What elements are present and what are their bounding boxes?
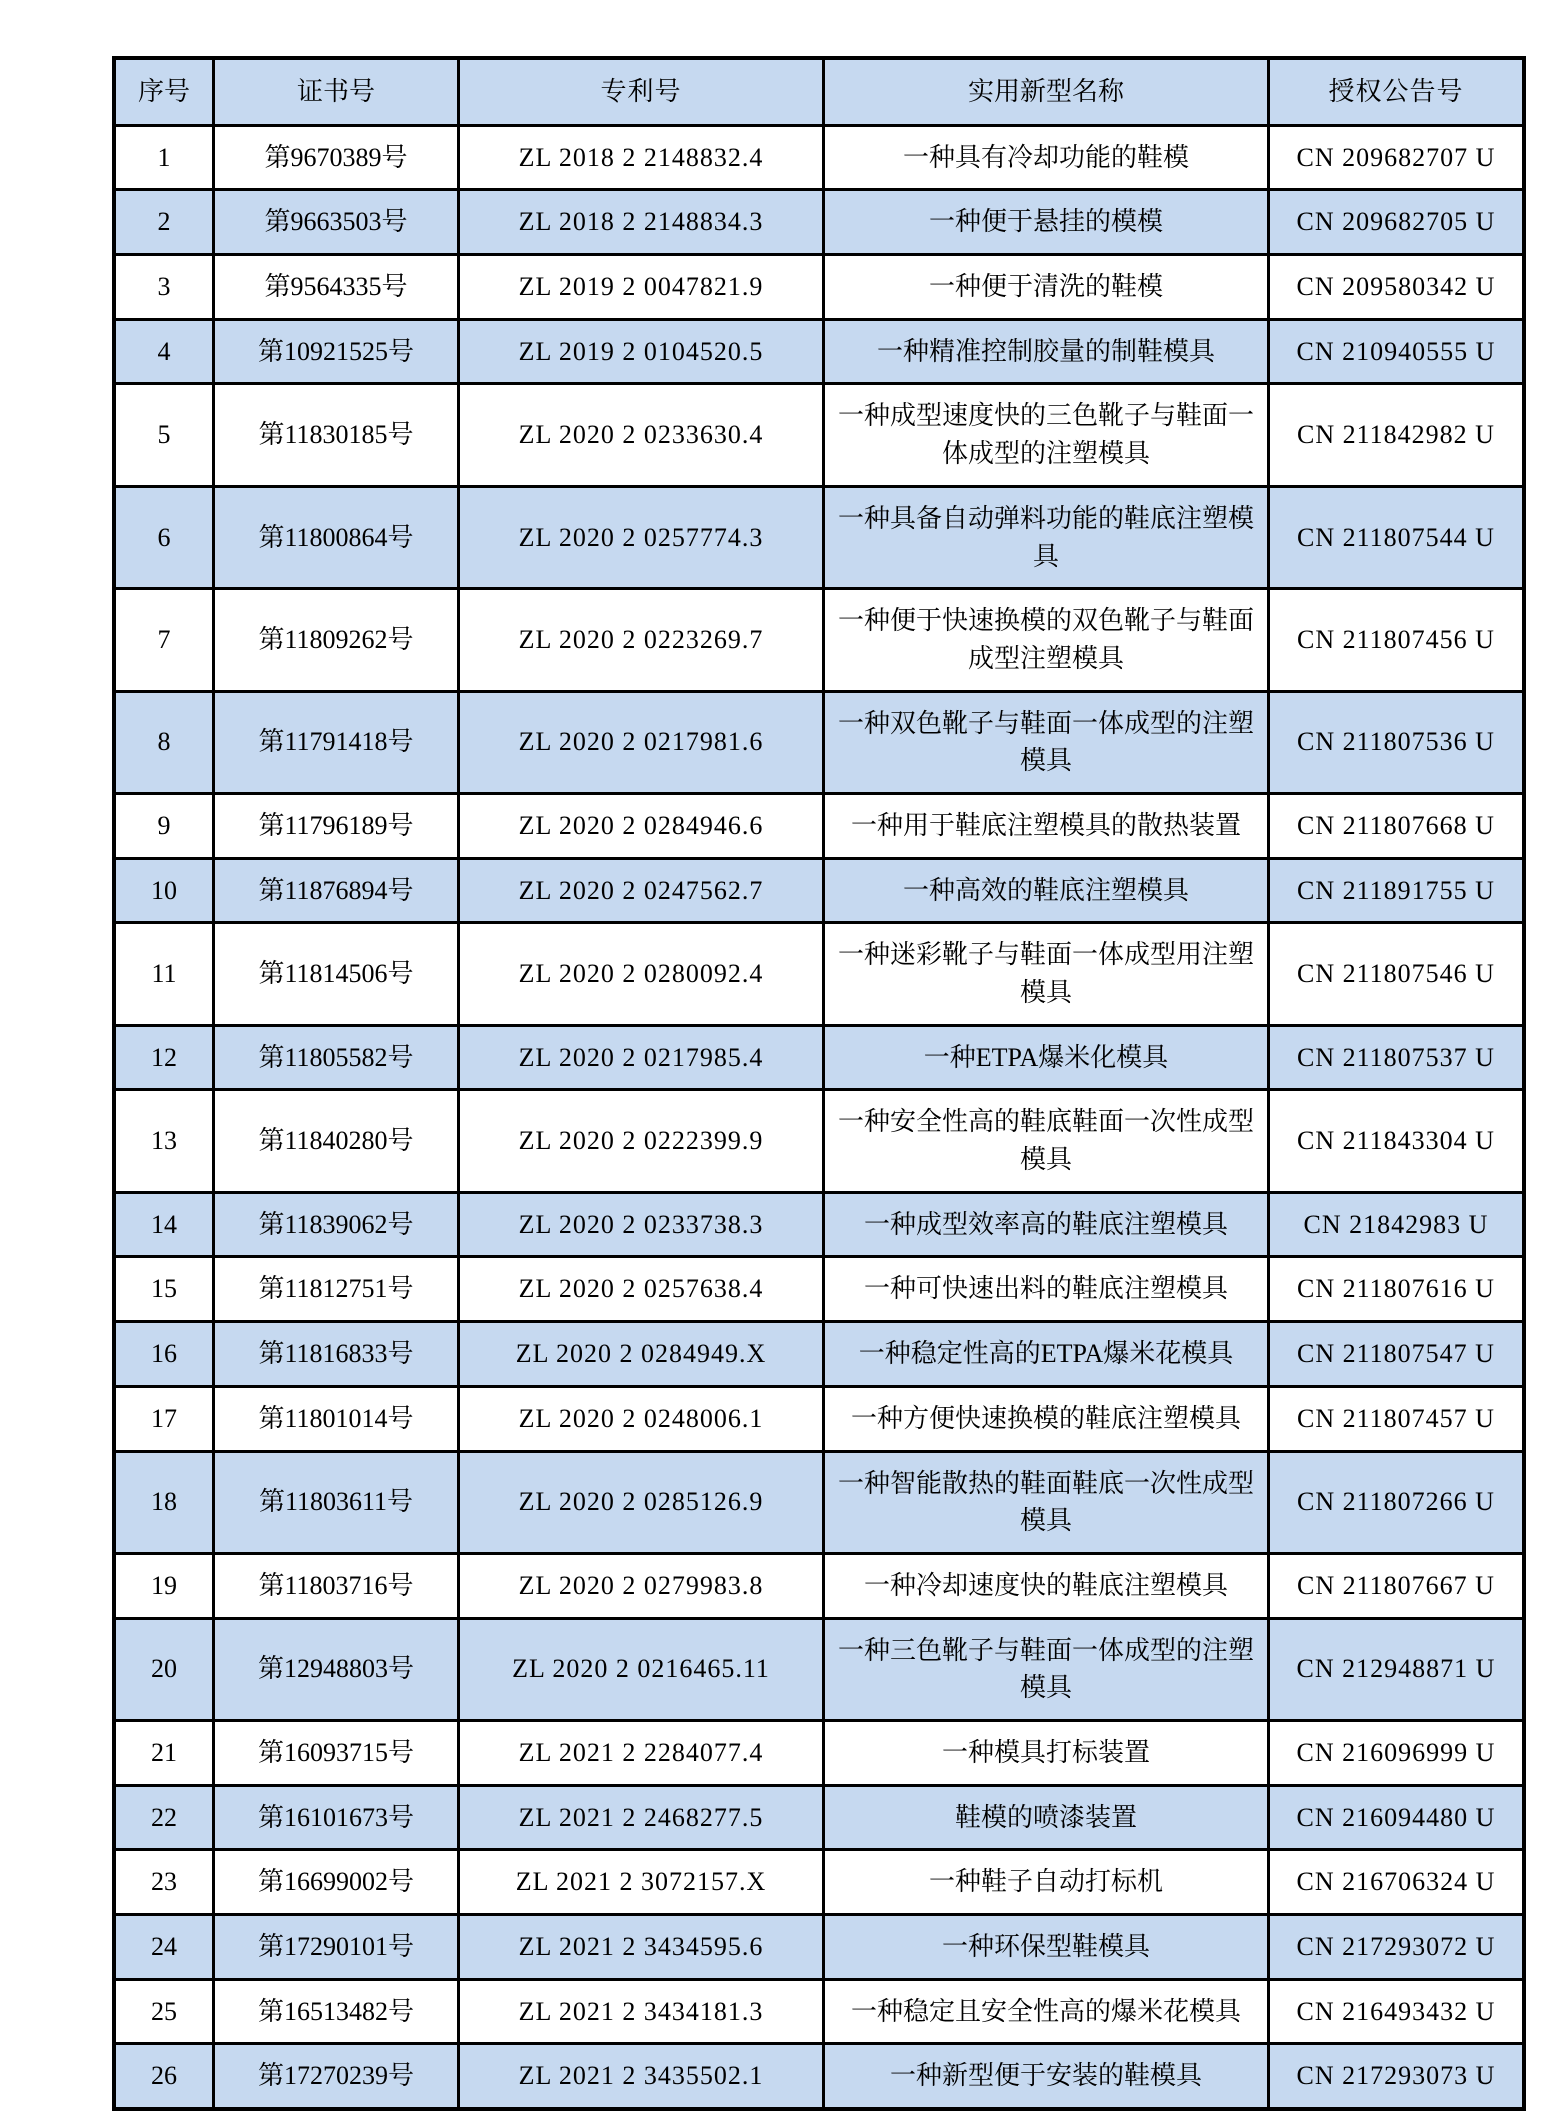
table-row: [114, 1322, 1524, 1387]
cell-certificate: 第17270239号: [214, 2044, 459, 2109]
table-header: [114, 58, 1524, 125]
table-row: [114, 1720, 1524, 1785]
table-row: [114, 1386, 1524, 1451]
cell-index: 2: [114, 190, 214, 255]
cell-index: 7: [114, 589, 214, 691]
cell-patent: ZL 2020 2 0285126.9: [459, 1451, 824, 1553]
cell-name: 一种成型速度快的三色靴子与鞋面一体成型的注塑模具: [824, 384, 1269, 486]
cell-name: 一种便于快速换模的双色靴子与鞋面成型注塑模具: [824, 589, 1269, 691]
cell-patent: ZL 2020 2 0280092.4: [459, 923, 824, 1025]
cell-index: 18: [114, 1451, 214, 1553]
cell-publication: CN 210940555 U: [1269, 319, 1525, 384]
cell-patent: ZL 2020 2 0247562.7: [459, 858, 824, 923]
patent-table: [112, 56, 1526, 2111]
cell-patent: ZL 2020 2 0257774.3: [459, 486, 824, 588]
cell-index: 25: [114, 1979, 214, 2044]
cell-certificate: 第11840280号: [214, 1090, 459, 1192]
table-body: [114, 125, 1524, 2109]
cell-name: 一种冷却速度快的鞋底注塑模具: [824, 1553, 1269, 1618]
cell-certificate: 第9564335号: [214, 255, 459, 320]
cell-patent: ZL 2020 2 0279983.8: [459, 1553, 824, 1618]
cell-publication: CN 211807544 U: [1269, 486, 1525, 588]
cell-index: 14: [114, 1192, 214, 1257]
cell-publication: CN 216493432 U: [1269, 1979, 1525, 2044]
cell-patent: ZL 2018 2 2148832.4: [459, 125, 824, 190]
cell-patent: ZL 2020 2 0248006.1: [459, 1386, 824, 1451]
cell-publication: CN 212948871 U: [1269, 1618, 1525, 1720]
cell-index: 3: [114, 255, 214, 320]
cell-certificate: 第11805582号: [214, 1025, 459, 1090]
cell-publication: CN 216706324 U: [1269, 1850, 1525, 1915]
cell-publication: CN 211807537 U: [1269, 1025, 1525, 1090]
cell-certificate: 第11796189号: [214, 793, 459, 858]
cell-name: 一种高效的鞋底注塑模具: [824, 858, 1269, 923]
table-row: [114, 125, 1524, 190]
cell-index: 5: [114, 384, 214, 486]
cell-certificate: 第17290101号: [214, 1915, 459, 1980]
cell-name: 一种精准控制胶量的制鞋模具: [824, 319, 1269, 384]
cell-index: 16: [114, 1322, 214, 1387]
cell-publication: CN 211807266 U: [1269, 1451, 1525, 1553]
cell-patent: ZL 2021 2 2284077.4: [459, 1720, 824, 1785]
cell-certificate: 第10921525号: [214, 319, 459, 384]
column-header-publication: 授权公告号: [1269, 58, 1525, 125]
cell-patent: ZL 2020 2 0223269.7: [459, 589, 824, 691]
cell-publication: CN 211891755 U: [1269, 858, 1525, 923]
cell-name: 一种新型便于安装的鞋模具: [824, 2044, 1269, 2109]
table-row: [114, 1257, 1524, 1322]
cell-name: 一种三色靴子与鞋面一体成型的注塑模具: [824, 1618, 1269, 1720]
cell-certificate: 第11791418号: [214, 691, 459, 793]
table-row: [114, 793, 1524, 858]
table-row: [114, 1192, 1524, 1257]
cell-index: 11: [114, 923, 214, 1025]
cell-index: 23: [114, 1850, 214, 1915]
table-row: [114, 858, 1524, 923]
cell-certificate: 第11812751号: [214, 1257, 459, 1322]
cell-name: 一种便于清洗的鞋模: [824, 255, 1269, 320]
cell-index: 13: [114, 1090, 214, 1192]
table-row: [114, 1850, 1524, 1915]
cell-certificate: 第16101673号: [214, 1785, 459, 1850]
cell-certificate: 第11801014号: [214, 1386, 459, 1451]
cell-index: 4: [114, 319, 214, 384]
cell-patent: ZL 2021 2 3072157.X: [459, 1850, 824, 1915]
cell-name: 一种环保型鞋模具: [824, 1915, 1269, 1980]
table-row: [114, 319, 1524, 384]
cell-index: 21: [114, 1720, 214, 1785]
cell-patent: ZL 2020 2 0233630.4: [459, 384, 824, 486]
cell-name: 一种模具打标装置: [824, 1720, 1269, 1785]
cell-name: 一种具有冷却功能的鞋模: [824, 125, 1269, 190]
cell-certificate: 第16699002号: [214, 1850, 459, 1915]
cell-patent: ZL 2020 2 0233738.3: [459, 1192, 824, 1257]
cell-publication: CN 211807456 U: [1269, 589, 1525, 691]
cell-index: 6: [114, 486, 214, 588]
cell-certificate: 第11839062号: [214, 1192, 459, 1257]
cell-patent: ZL 2020 2 0257638.4: [459, 1257, 824, 1322]
cell-patent: ZL 2019 2 0047821.9: [459, 255, 824, 320]
cell-patent: ZL 2020 2 0216465.11: [459, 1618, 824, 1720]
cell-name: 一种稳定性高的ETPA爆米花模具: [824, 1322, 1269, 1387]
cell-publication: CN 211842982 U: [1269, 384, 1525, 486]
cell-patent: ZL 2021 2 3434595.6: [459, 1915, 824, 1980]
cell-patent: ZL 2020 2 0284946.6: [459, 793, 824, 858]
cell-name: 一种安全性高的鞋底鞋面一次性成型模具: [824, 1090, 1269, 1192]
cell-patent: ZL 2020 2 0222399.9: [459, 1090, 824, 1192]
cell-index: 8: [114, 691, 214, 793]
cell-patent: ZL 2018 2 2148834.3: [459, 190, 824, 255]
cell-publication: CN 211807547 U: [1269, 1322, 1525, 1387]
table-row: [114, 384, 1524, 486]
cell-patent: ZL 2020 2 0284949.X: [459, 1322, 824, 1387]
cell-index: 26: [114, 2044, 214, 2109]
cell-index: 10: [114, 858, 214, 923]
column-header-name: 实用新型名称: [824, 58, 1269, 125]
cell-publication: CN 216094480 U: [1269, 1785, 1525, 1850]
table-row: [114, 1090, 1524, 1192]
cell-certificate: 第11800864号: [214, 486, 459, 588]
cell-publication: CN 211807616 U: [1269, 1257, 1525, 1322]
cell-index: 19: [114, 1553, 214, 1618]
cell-name: 一种用于鞋底注塑模具的散热装置: [824, 793, 1269, 858]
table-row: [114, 1785, 1524, 1850]
table-row: [114, 1553, 1524, 1618]
column-header-patent: 专利号: [459, 58, 824, 125]
cell-certificate: 第9670389号: [214, 125, 459, 190]
table-row: [114, 2044, 1524, 2109]
table-row: [114, 1915, 1524, 1980]
cell-name: 一种可快速出料的鞋底注塑模具: [824, 1257, 1269, 1322]
cell-publication: CN 211807668 U: [1269, 793, 1525, 858]
cell-name: 一种迷彩靴子与鞋面一体成型用注塑模具: [824, 923, 1269, 1025]
cell-patent: ZL 2021 2 2468277.5: [459, 1785, 824, 1850]
column-header-index: 序号: [114, 58, 214, 125]
cell-certificate: 第11809262号: [214, 589, 459, 691]
cell-index: 17: [114, 1386, 214, 1451]
cell-publication: CN 21842983 U: [1269, 1192, 1525, 1257]
column-header-certificate: 证书号: [214, 58, 459, 125]
cell-publication: CN 211807546 U: [1269, 923, 1525, 1025]
cell-publication: CN 211843304 U: [1269, 1090, 1525, 1192]
cell-publication: CN 217293072 U: [1269, 1915, 1525, 1980]
table-row: [114, 1025, 1524, 1090]
cell-certificate: 第11803611号: [214, 1451, 459, 1553]
cell-index: 12: [114, 1025, 214, 1090]
cell-publication: CN 216096999 U: [1269, 1720, 1525, 1785]
cell-publication: CN 211807536 U: [1269, 691, 1525, 793]
cell-index: 1: [114, 125, 214, 190]
cell-index: 22: [114, 1785, 214, 1850]
cell-certificate: 第9663503号: [214, 190, 459, 255]
cell-certificate: 第16093715号: [214, 1720, 459, 1785]
cell-publication: CN 211807667 U: [1269, 1553, 1525, 1618]
cell-name: 鞋模的喷漆装置: [824, 1785, 1269, 1850]
cell-name: 一种成型效率高的鞋底注塑模具: [824, 1192, 1269, 1257]
cell-publication: CN 217293073 U: [1269, 2044, 1525, 2109]
cell-certificate: 第11814506号: [214, 923, 459, 1025]
cell-certificate: 第12948803号: [214, 1618, 459, 1720]
table-row: [114, 691, 1524, 793]
table-row: [114, 255, 1524, 320]
cell-publication: CN 211807457 U: [1269, 1386, 1525, 1451]
cell-certificate: 第16513482号: [214, 1979, 459, 2044]
cell-patent: ZL 2019 2 0104520.5: [459, 319, 824, 384]
cell-patent: ZL 2021 2 3435502.1: [459, 2044, 824, 2109]
table-row: [114, 486, 1524, 588]
table-row: [114, 1451, 1524, 1553]
cell-index: 15: [114, 1257, 214, 1322]
cell-publication: CN 209682705 U: [1269, 190, 1525, 255]
cell-patent: ZL 2021 2 3434181.3: [459, 1979, 824, 2044]
cell-name: 一种便于悬挂的模模: [824, 190, 1269, 255]
cell-name: 一种鞋子自动打标机: [824, 1850, 1269, 1915]
cell-certificate: 第11816833号: [214, 1322, 459, 1387]
cell-certificate: 第11830185号: [214, 384, 459, 486]
table-row: [114, 190, 1524, 255]
table-row: [114, 589, 1524, 691]
cell-publication: CN 209682707 U: [1269, 125, 1525, 190]
header-row: [114, 58, 1524, 125]
cell-patent: ZL 2020 2 0217981.6: [459, 691, 824, 793]
cell-index: 20: [114, 1618, 214, 1720]
cell-name: 一种方便快速换模的鞋底注塑模具: [824, 1386, 1269, 1451]
cell-name: 一种具备自动弹料功能的鞋底注塑模具: [824, 486, 1269, 588]
table-row: [114, 923, 1524, 1025]
cell-name: 一种稳定且安全性高的爆米花模具: [824, 1979, 1269, 2044]
cell-name: 一种智能散热的鞋面鞋底一次性成型模具: [824, 1451, 1269, 1553]
cell-patent: ZL 2020 2 0217985.4: [459, 1025, 824, 1090]
cell-index: 9: [114, 793, 214, 858]
cell-name: 一种双色靴子与鞋面一体成型的注塑模具: [824, 691, 1269, 793]
table-row: [114, 1979, 1524, 2044]
cell-index: 24: [114, 1915, 214, 1980]
cell-name: 一种ETPA爆米化模具: [824, 1025, 1269, 1090]
table-row: [114, 1618, 1524, 1720]
cell-certificate: 第11803716号: [214, 1553, 459, 1618]
cell-certificate: 第11876894号: [214, 858, 459, 923]
cell-publication: CN 209580342 U: [1269, 255, 1525, 320]
